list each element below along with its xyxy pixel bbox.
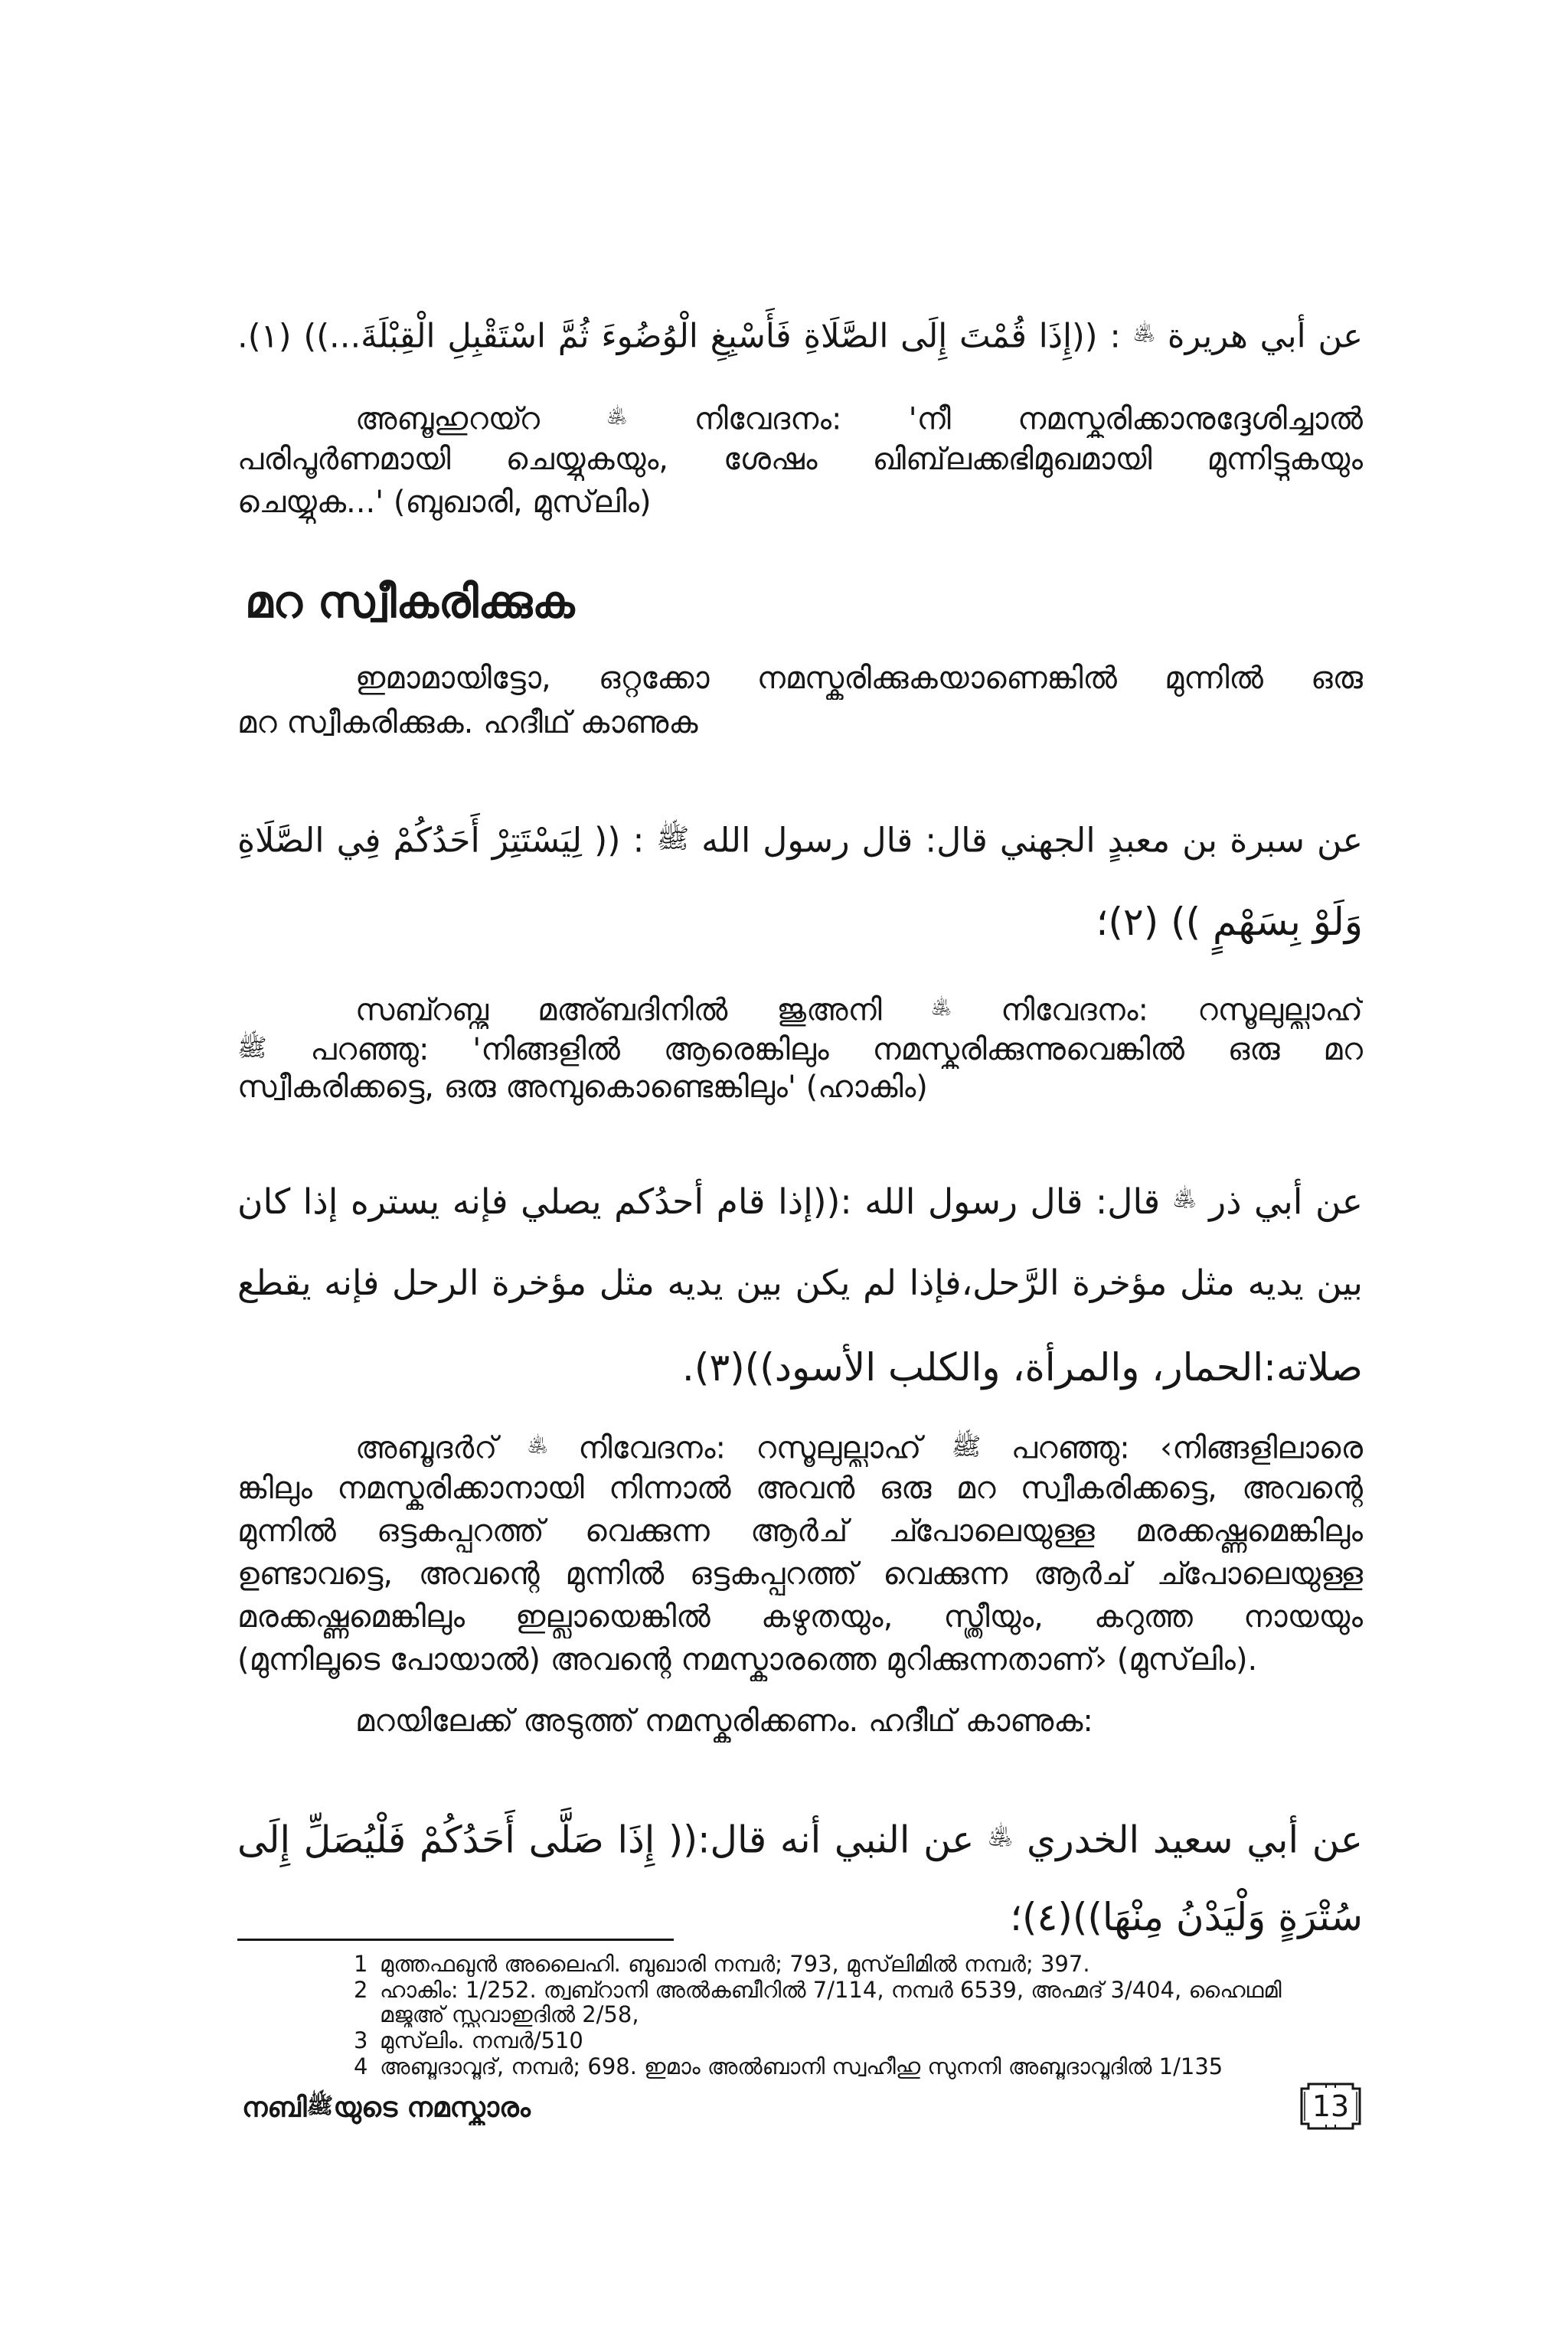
footnote-number: 4 bbox=[354, 2053, 368, 2079]
arabic-hadith-line: سُتْرَةٍ وَلْيَدْنُ مِنْهَا))(٤)؛ bbox=[1010, 1895, 1363, 1939]
translation-line: സബ്റബ്നു മഅ്ബദിനിൽ ജുഅനി ﵁ നിവേദനം: റസൂലുല്ലാഹ് bbox=[355, 992, 1363, 1028]
footnote-number: 2 bbox=[354, 1977, 368, 2003]
arabic-hadith-line: عن أبي سعيد الخدري ﵁ عن النبي أنه قال:(( إِذَا صَلَّى أَحَدُكُمْ فَلْيُصَلِّ إِلَى bbox=[237, 1818, 1363, 1862]
arabic-hadith-line: بين يديه مثل مؤخرة الرَّحل،فإذا لم يكن بين يديه مثل مؤخرة الرحل فإنه يقطع bbox=[237, 1263, 1363, 1303]
arabic-hadith-line: وَلَوْ بِسَهْمٍ )) (٢)؛ bbox=[1096, 900, 1363, 944]
footnote-text: മുസ്‌ലിം. നമ്പർ/510 bbox=[380, 2027, 583, 2053]
radiallahu-anhu-glyph: ﵁ bbox=[988, 1824, 1014, 1851]
translation-line: (മുന്നിലൂടെ പോയാൽ) അവന്റെ നമസ്കാരത്തെ മുറിക്കുന്നതാണ്› (മുസ്‌ലിം). bbox=[237, 1642, 1258, 1677]
translation-line: ങ്കിലും നമസ്കരിക്കാനായി നിന്നാൽ അവൻ ഒരു മറ സ്വീകരിക്കട്ടെ, അവന്റെ bbox=[237, 1471, 1363, 1506]
translation-line: പരിപൂർണമായി ചെയ്യുകയും, ശേഷം ഖിബ്‌ലക്കഭിമുഖമായി മുന്നിട്ടുകയും bbox=[237, 442, 1363, 477]
radiallahu-anhu-glyph: ﵁ bbox=[1172, 1186, 1197, 1211]
radiallahu-anhu-glyph: ﵁ bbox=[930, 996, 952, 1018]
translation-line: ﷺ പറഞ്ഞു: 'നിങ്ങളിൽ ആരെങ്കിലും നമസ്കരിക്കുന്നുവെങ്കിൽ ഒരു മറ bbox=[237, 1031, 1363, 1067]
page-number: 13 bbox=[1312, 2089, 1350, 2123]
translation-line: മരക്കഷ്ണമെങ്കിലും ഇല്ലായെങ്കിൽ കഴുതയും, സ്ത്രീയും, കറുത്ത നായയും bbox=[237, 1599, 1363, 1635]
footnote-rule bbox=[237, 1939, 674, 1941]
section-heading: മറ സ്വീകരിക്കുക bbox=[245, 576, 575, 628]
arabic-hadith-line: عن سبرة بن معبدٍ الجهني قال: قال رسول الله ﷺ : (( لِيَسْتَتِرْ أَحَدُكُمْ فِي الصَّلَاةِ bbox=[237, 821, 1363, 861]
radiallahu-anhu-glyph: ﵁ bbox=[527, 1434, 548, 1456]
translation-line: മുന്നിൽ ഒട്ടകപ്പുറത്ത് വെക്കുന്ന ആർച് ച്പോലെയുള്ള മരക്കഷ്ണമെങ്കിലും bbox=[237, 1514, 1363, 1549]
body-text-line: മറ സ്വീകരിക്കുക. ഹദീഥ് കാണുക bbox=[237, 705, 698, 740]
running-title: നബിﷺയുടെ നമസ്കാരം bbox=[242, 2092, 531, 2124]
sallallahu-alayhi-wasallam-glyph: ﷺ bbox=[951, 1431, 982, 1461]
sallallahu-alayhi-wasallam-glyph: ﷺ bbox=[656, 823, 690, 854]
translation-line: സ്വീകരിക്കട്ടെ, ഒരു അമ്പുകൊണ്ടെങ്കിലും' (ഹാകിം) bbox=[237, 1070, 928, 1105]
translation-line: അബൂദർറ് ﵁ നിവേദനം: റസൂലുല്ലാഹ് ﷺ പറഞ്ഞു: ‹നിങ്ങളിലാരെ bbox=[355, 1430, 1363, 1466]
footnote-text: ഹാകിം: 1/252. ത്വബ്റാനി അൽകബീറിൽ 7/114, നമ്പർ 6539, അഹ്മദ് 3/404, ഹൈഥമി bbox=[380, 1977, 1282, 2003]
footnote-text: മുത്തഫഖുൻ അലൈഹി. ബുഖാരി നമ്പർ; 793, മുസ്‌ലിമിൽ നമ്പർ; 397. bbox=[380, 1951, 1090, 1977]
arabic-hadith-line: عن أبي هريرة ﵁ : ((إِذَا قُمْتَ إِلَى الصَّلَاةِ فَأَسْبِغِ الْوُضُوءَ ثُمَّ اسْتَقْبِلِ الْقِبْلَةَ...)) (١). bbox=[237, 317, 1363, 356]
footnote-number: 3 bbox=[354, 2027, 368, 2053]
footnote-text: മജ്മഅ് സ്സവാഇദിൽ 2/58, bbox=[380, 2001, 639, 2027]
translation-line: അബൂഹുറയ്റ ﵁ നിവേദനം: 'നീ നമസ്കരിക്കാനുദ്ദേശിച്ചാൽ bbox=[355, 401, 1363, 437]
sallallahu-alayhi-wasallam-glyph: ﷺ bbox=[237, 1033, 267, 1062]
radiallahu-anhu-glyph: ﵁ bbox=[1132, 322, 1156, 345]
footnote-number: 1 bbox=[354, 1951, 368, 1977]
page-number-frame bbox=[1298, 2081, 1363, 2132]
sallallahu-alayhi-wasallam-glyph: ﷺ bbox=[306, 2092, 334, 2118]
arabic-hadith-line: عن أبي ذر ﵁ قال: قال رسول الله :((إذا قام أحدُكم يصلي فإنه يستره إذا كان bbox=[237, 1181, 1363, 1222]
translation-line: ചെയ്യുക...' (ബുഖാരി, മുസ്‌ലിം) bbox=[237, 485, 652, 520]
translation-line: ഉണ്ടാവട്ടെ, അവന്റെ മുന്നിൽ ഒട്ടകപ്പുറത്ത് വെക്കുന്ന ആർച് ച്പോലെയുള്ള bbox=[237, 1557, 1363, 1592]
arabic-hadith-line: صلاته:الحمار، والمرأة، والكلب الأسود))(٣). bbox=[681, 1345, 1363, 1390]
radiallahu-anhu-glyph: ﵁ bbox=[606, 405, 628, 427]
body-text-line: മറയിലേക്ക് അടുത്ത് നമസ്കരിക്കണം. ഹദീഥ് കാണുക: bbox=[355, 1704, 1093, 1739]
body-text-line: ഇമാമായിട്ടോ, ഒറ്റക്കോ നമസ്കരിക്കുകയാണെങ്കിൽ മുന്നിൽ ഒരു bbox=[355, 661, 1363, 696]
footnote-text: അബൂദാവൂദ്, നമ്പർ; 698. ഇമാം അൽബാനി സ്വഹീഹു സുനനി അബൂദാവൂദിൽ 1/135 bbox=[380, 2053, 1223, 2079]
